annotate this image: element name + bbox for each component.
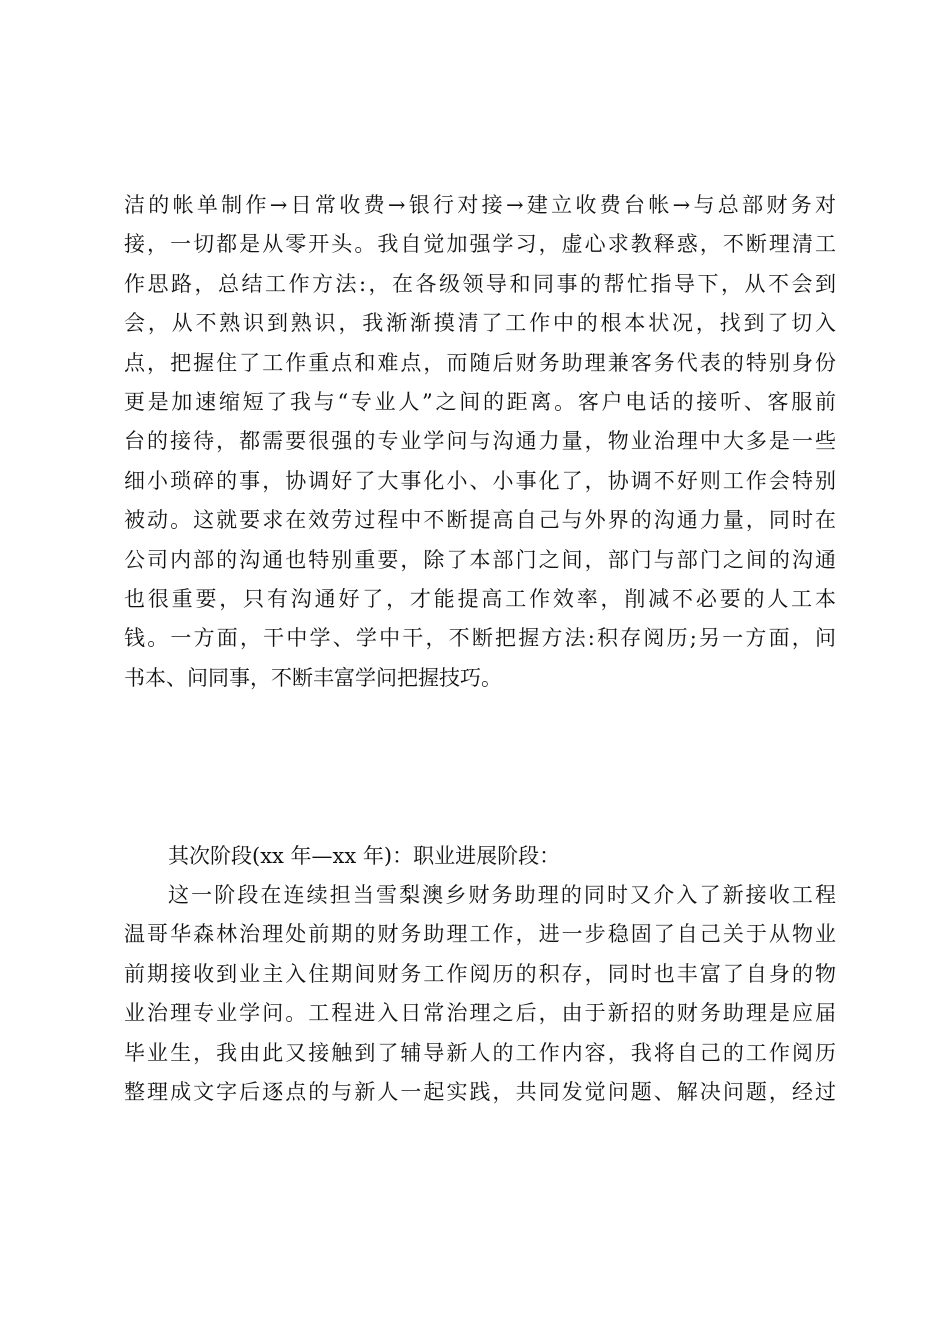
paragraph-2-line: 前期接收到业主入住期间财务工作阅历的积存，同时也丰富了自身的物	[124, 961, 836, 986]
paragraph-1-line: 细小琐碎的事，协调好了大事化小、小事化了，协调不好则工作会特别	[124, 468, 836, 493]
paragraph-2-line: 毕业生，我由此又接触到了辅导新人的工作内容，我将自己的工作阅历	[124, 1040, 836, 1065]
paragraph-1-line: 更是加速缩短了我与“专业人”之间的距离。客户电话的接听、客服前	[124, 389, 836, 414]
paragraph-1-line: 作思路，总结工作方法:，在各级领导和同事的帮忙指导下，从不会到	[124, 271, 836, 296]
paragraph-1-line: 书本、问同事，不断丰富学问把握技巧。	[124, 665, 502, 690]
paragraph-2-line: 整理成文字后逐点的与新人一起实践，共同发觉问题、解决问题，经过	[124, 1079, 836, 1104]
paragraph-1-line: 被动。这就要求在效劳过程中不断提高自己与外界的沟通力量，同时在	[124, 508, 836, 533]
paragraph-2-line: 业治理专业学问。工程进入日常治理之后，由于新招的财务助理是应届	[124, 1001, 836, 1026]
paragraph-2	[124, 876, 836, 1112]
paragraph-1-line: 会，从不熟识到熟识，我渐渐摸清了工作中的根本状况，找到了切入	[124, 311, 836, 336]
section-heading	[124, 837, 836, 876]
section-heading-text: 其次阶段(xx 年—xx 年)：职业进展阶段：	[168, 844, 561, 868]
paragraph-1-line: 台的接待，都需要很强的专业学问与沟通力量，物业治理中大多是一些	[124, 429, 836, 454]
paragraph-1	[124, 186, 836, 698]
paragraph-2-line: 温哥华森林治理处前期的财务助理工作，进一步稳固了自己关于从物业	[124, 922, 836, 947]
paragraph-1-line: 点，把握住了工作重点和难点，而随后财务助理兼客务代表的特别身份	[124, 350, 836, 375]
paragraph-1-line: 钱。一方面，干中学、学中干，不断把握方法:积存阅历;另一方面，问	[124, 626, 836, 651]
paragraph-2-line: 这一阶段在连续担当雪梨澳乡财务助理的同时又介入了新接收工程	[168, 883, 836, 907]
paragraph-1-line: 接，一切都是从零开头。我自觉加强学习，虚心求教释惑，不断理清工	[124, 232, 836, 257]
paragraph-1-line: 公司内部的沟通也特别重要，除了本部门之间，部门与部门之间的沟通	[124, 547, 836, 572]
paragraph-1-line: 也很重要，只有沟通好了，才能提高工作效率，削减不必要的人工本	[124, 586, 836, 611]
paragraph-1-line: 洁的帐单制作→日常收费→银行对接→建立收费台帐→与总部财务对	[124, 193, 836, 217]
